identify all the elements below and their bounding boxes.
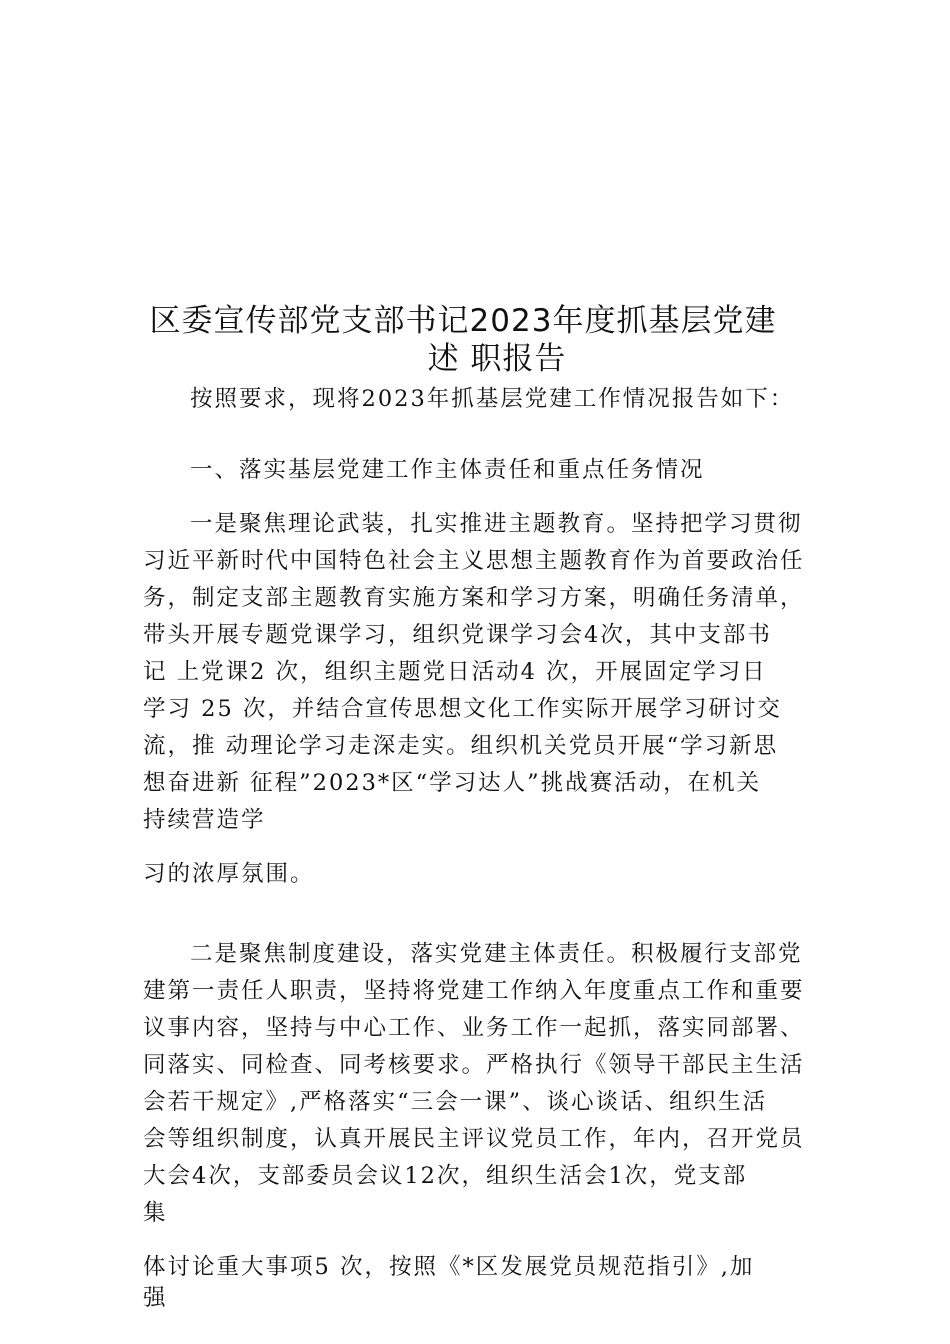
paragraph-1-line: 务，制定支部主题教育实施方案和学习方案，明确任务清单， [143,585,805,611]
paragraph-2-line: 集 [143,1200,168,1226]
paragraph-2-line: 二是聚焦制度建设，落实党建主体责任。积极履行支部党 [190,941,803,967]
paragraph-1-line: 持续营造学 [143,807,266,833]
paragraph-1-line: 想奋进新 征程”2023*区“学习达人”挑战赛活动，在机关 [143,770,762,796]
paragraph-1-line: 一是聚焦理论武装，扎实推进主题教育。坚持把学习贯彻 [190,511,803,537]
intro-paragraph: 按照要求，现将2023年抓基层党建工作情况报告如下： [190,386,795,412]
paragraph-1-line: 流，推 动理论学习走深走实。组织机关党员开展“学习新思 [143,733,779,759]
paragraph-2-line: 会若干规定》,严格落实“三会一课”、谈心谈话、组织生活 [143,1089,768,1115]
paragraph-2-line: 同落实、同检查、同考核要求。严格执行《领导干部民主生活 [143,1052,805,1078]
section-heading: 一、落实基层党建工作主体责任和重点任务情况 [190,457,705,483]
paragraph-2-line: 会等组织制度，认真开展民主评议党员工作，年内，召开党员 [143,1126,805,1152]
paragraph-2-line: 强 [143,1285,168,1311]
paragraph-2-line: 建第一责任人职责，坚持将党建工作纳入年度重点工作和重要 [143,978,805,1004]
document-title-line-1: 区委宣传部党支部书记2023年度抓基层党建 [149,303,777,339]
paragraph-1-line: 习的浓厚氛围。 [143,861,315,887]
paragraph-2-line: 议事内容，坚持与中心工作、业务工作一起抓，落实同部署、 [143,1015,805,1041]
paragraph-1-line: 学习 25 次，并结合宣传思想文化工作实际开展学习研讨交 [143,696,782,722]
document-title-line-2: 述 职报告 [427,341,567,377]
paragraph-1-line: 习近平新时代中国特色社会主义思想主题教育作为首要政治任 [143,548,805,574]
paragraph-1-line: 带头开展专题党课学习，组织党课学习会4次，其中支部书 [143,622,772,648]
paragraph-2-line: 体讨论重大事项5 次，按照《*区发展党员规范指引》,加 [143,1254,755,1280]
paragraph-1-line: 记 上党课2 次，组织主题党日活动4 次，开展固定学习日 [143,659,767,685]
paragraph-2-line: 大会4次，支部委员会议12次，组织生活会1次，党支部 [143,1163,748,1189]
